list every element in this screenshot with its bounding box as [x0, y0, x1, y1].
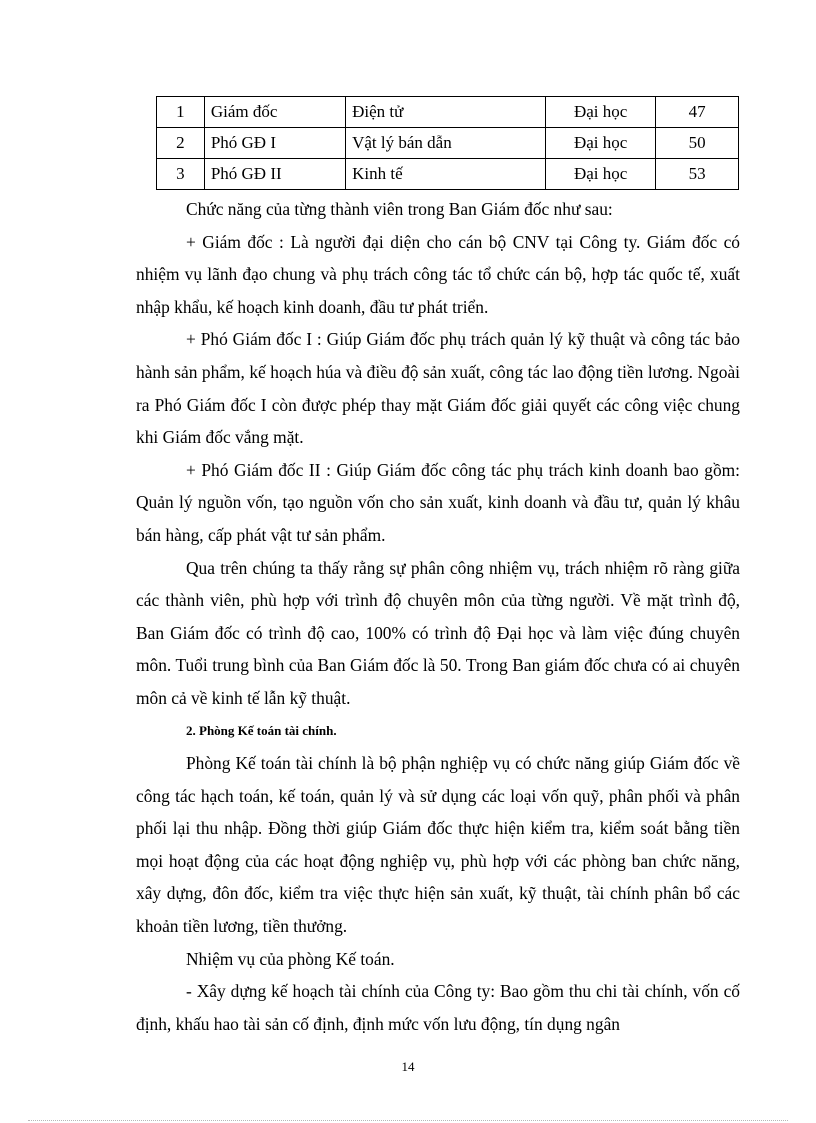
field-cell: Điện tử — [346, 97, 546, 128]
paragraph-board-functions-intro: Chức năng của từng thành viên trong Ban Giám đốc như sau: — [186, 199, 613, 219]
field-cell: Kinh tế — [346, 159, 546, 190]
table-row — [157, 159, 739, 190]
row-number: 1 — [157, 97, 205, 128]
education-cell: Đại học — [545, 128, 655, 159]
row-number: 3 — [157, 159, 205, 190]
education-cell: Đại học — [545, 97, 655, 128]
paragraph-board-summary: Qua trên chúng ta thấy rằng sự phân công nhiệm vụ, trách nhiệm rõ ràng giữa các thành viên, phù hợp với trình độ chuyên môn của từng người. Về mặt trình độ, Ban Giám đốc có trình độ cao, 100% có trình độ Đại học và làm việc đúng chuyên môn. Tuổi trung bình của Ban Giám đốc là 50. Trong Ban giám đốc chưa có ai chuyên môn cả về kinh tế lẫn kỹ thuật. — [136, 557, 740, 708]
age-cell: 50 — [656, 128, 739, 159]
paragraph-accounting-description: Phòng Kế toán tài chính là bộ phận nghiệp vụ có chức năng giúp Giám đốc về công tác hạch toán, kế toán, quản lý và sử dụng các loại vốn quỹ, phân phối và phân phối lại thu nhập. Đồng thời giúp Giám đốc thực hiện kiểm tra, kiểm soát bằng tiền mọi hoạt động của các hoạt động nghiệp vụ, phù hợp với các phòng ban chức năng, xây dựng, đôn đốc, kiểm tra việc thực hiện sản xuất, kỹ thuật, tài chính phân bổ các khoản tiền lương, tiền thưởng. — [136, 753, 740, 937]
paragraph-deputy-director-1-role: + Phó Giám đốc I : Giúp Giám đốc phụ trách quản lý kỹ thuật và công tác bảo hành sản phẩm, kế hoạch húa và điều độ sản xuất, công tác lao động tiền lương. Ngoài ra Phó Giám đốc I còn được phép thay mặt Giám đốc giải quyết các công việc chung khi Giám đốc vắng mặt. — [136, 329, 740, 448]
position-cell: Giám đốc — [204, 97, 345, 128]
document-body — [136, 193, 740, 1040]
section-heading-accounting: 2. Phòng Kế toán tài chính. — [186, 722, 337, 738]
age-cell: 47 — [656, 97, 739, 128]
paragraph-deputy-director-2-role: + Phó Giám đốc II : Giúp Giám đốc công tác phụ trách kinh doanh bao gồm: Quản lý nguồn vốn, tạo nguồn vốn cho sản xuất, kinh doanh và đầu tư, quản lý khâu bán hàng, cấp phát vật tư sản phẩm. — [136, 459, 740, 545]
paragraph-financial-plan: - Xây dựng kế hoạch tài chính của Công ty: Bao gồm thu chi tài chính, vốn cố định, khấu hao tài sản cố định, định mức vốn lưu động, tín dụng ngân — [136, 981, 740, 1034]
paragraph-director-role: + Giám đốc : Là người đại diện cho cán bộ CNV tại Công ty. Giám đốc có nhiệm vụ lãnh đạo chung và phụ trách công tác tổ chức cán bộ, hợp tác quốc tế, xuất nhập khẩu, kế hoạch kinh doanh, đầu tư phát triển. — [136, 231, 740, 317]
table-row — [157, 97, 739, 128]
paragraph-accounting-duties-heading: Nhiệm vụ của phòng Kế toán. — [186, 948, 395, 969]
page-number: 14 — [401, 1059, 415, 1074]
table-row — [157, 128, 739, 159]
position-cell: Phó GĐ II — [204, 159, 345, 190]
management-table — [156, 96, 739, 190]
position-cell: Phó GĐ I — [204, 128, 345, 159]
education-cell: Đại học — [545, 159, 655, 190]
age-cell: 53 — [656, 159, 739, 190]
page-bottom-divider — [28, 1120, 788, 1121]
field-cell: Vật lý bán dẫn — [346, 128, 546, 159]
row-number: 2 — [157, 128, 205, 159]
